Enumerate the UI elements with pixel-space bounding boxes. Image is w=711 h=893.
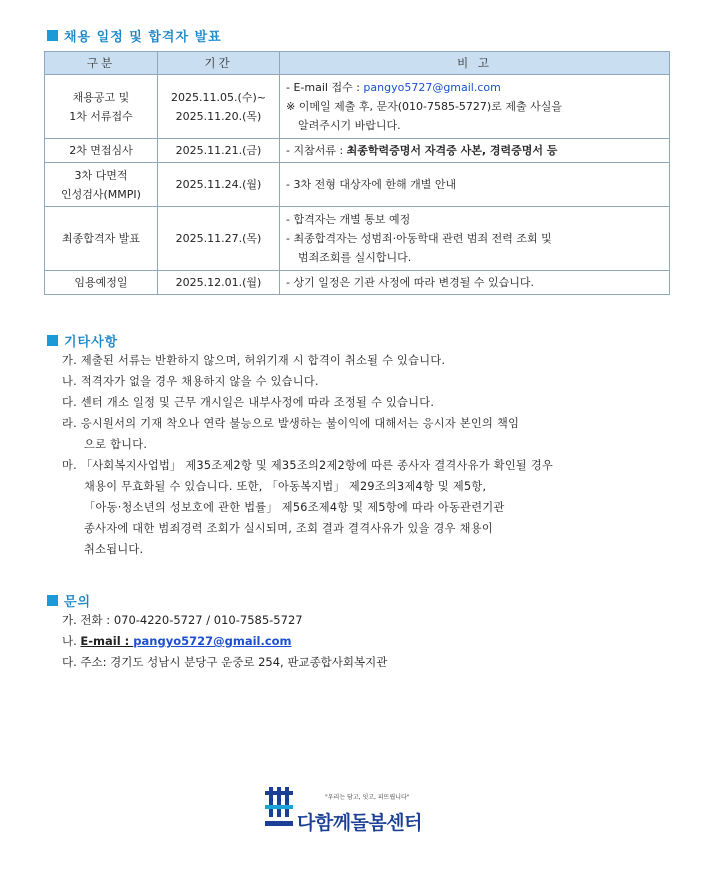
list-item-continued: 「아동·청소년의 성보호에 관한 법률」 제56조제4항 및 제5항에 따라 아동관련기관 xyxy=(84,501,505,514)
schedule-table xyxy=(44,51,670,295)
contact-email-link[interactable]: pangyo5727@gmail.com xyxy=(133,634,292,648)
schedule-section-heading xyxy=(47,26,222,45)
table-row xyxy=(45,139,670,163)
apply-email-link[interactable]: pangyo5727@gmail.com xyxy=(363,81,501,94)
etc-list xyxy=(62,350,553,560)
list-item: 라. 응시원서의 기재 착오나 연락 불능으로 발생하는 불이익에 대해서는 응시자 본인의 책임 xyxy=(62,417,520,430)
etc-section-heading xyxy=(47,331,118,350)
table-row xyxy=(45,75,670,139)
list-item: 마. 「사회복지사업법」 제35조제2항 및 제35조의2제2항에 따른 종사자 결격사유가 확인될 경우 xyxy=(62,459,554,472)
row-category: 채용공고 및 1차 서류접수 xyxy=(45,75,158,139)
center-logo xyxy=(263,785,463,837)
header-period: 기간 xyxy=(158,52,280,75)
list-item-continued: 취소됩니다. xyxy=(84,543,144,556)
table-row xyxy=(45,163,670,207)
row-note: - 상기 일정은 기관 사정에 따라 변경될 수 있습니다. xyxy=(280,271,670,295)
header-category: 구분 xyxy=(45,52,158,75)
row-category: 최종합격자 발표 xyxy=(45,207,158,271)
section-bullet-icon xyxy=(47,30,58,41)
list-item-continued: 으로 합니다. xyxy=(84,438,148,451)
row-note: - 합격자는 개별 통보 예정 - 최종합격자는 성범죄·아동학대 관련 범죄 전력 조회 및 범죄조회를 실시합니다. xyxy=(280,207,670,271)
row-note: - E-mail 접수 : pangyo5727@gmail.com ※ 이메일 제출 후, 문자(010-7585-5727)로 제출 사실을 알려주시기 바랍니다. xyxy=(280,75,670,139)
etc-section-title: 기타사항 xyxy=(64,335,119,350)
row-period: 2025.11.21.(금) xyxy=(158,139,280,163)
row-period: 2025.12.01.(월) xyxy=(158,271,280,295)
schedule-section-title: 채용 일정 및 합격자 발표 xyxy=(64,30,222,45)
row-category: 3차 다면적 인성검사(MMPI) xyxy=(45,163,158,207)
list-item: 나. 적격자가 없을 경우 채용하지 않을 수 있습니다. xyxy=(62,375,319,388)
row-note: - 지참서류 : 최종학력증명서 자격증 사본, 경력증명서 등 xyxy=(280,139,670,163)
table-row xyxy=(45,271,670,295)
row-note: - 3차 전형 대상자에 한해 개별 안내 xyxy=(280,163,670,207)
contact-email: 나. E-mail : pangyo5727@gmail.com xyxy=(62,634,292,648)
contact-list xyxy=(62,610,387,673)
table-row xyxy=(45,207,670,271)
row-period: 2025.11.05.(수)~ 2025.11.20.(목) xyxy=(158,75,280,139)
list-item: 가. 제출된 서류는 반환하지 않으며, 허위기재 시 합격이 취소될 수 있습니다. xyxy=(62,354,446,367)
contact-section-title: 문의 xyxy=(64,595,92,610)
logo-name: 다함께돌봄센터 xyxy=(297,812,422,834)
logo-mark-icon xyxy=(263,787,295,833)
row-category: 임용예정일 xyxy=(45,271,158,295)
contact-phone: 가. 전화 : 070-4220-5727 / 010-7585-5727 xyxy=(62,613,303,627)
logo-slogan: "우리는 담고, 잇고, 피뜨립니다" xyxy=(325,794,410,801)
row-period: 2025.11.24.(월) xyxy=(158,163,280,207)
list-item-continued: 종사자에 대한 범죄경력 조회가 실시되며, 조회 결과 결격사유가 있을 경우 채용이 xyxy=(84,522,493,535)
contact-address: 다. 주소: 경기도 성남시 분당구 운중로 254, 판교종합사회복지관 xyxy=(62,655,388,669)
section-bullet-icon xyxy=(47,335,58,346)
table-header-row xyxy=(45,52,670,75)
row-category: 2차 면접심사 xyxy=(45,139,158,163)
header-note: 비 고 xyxy=(280,52,670,75)
contact-section-heading xyxy=(47,591,91,610)
row-period: 2025.11.27.(목) xyxy=(158,207,280,271)
list-item: 다. 센터 개소 일정 및 근무 개시일은 내부사정에 따라 조정될 수 있습니다. xyxy=(62,396,435,409)
list-item-continued: 채용이 무효화될 수 있습니다. 또한, 「아동복지법」 제29조의3제4항 및 제5항, xyxy=(84,480,487,493)
section-bullet-icon xyxy=(47,595,58,606)
